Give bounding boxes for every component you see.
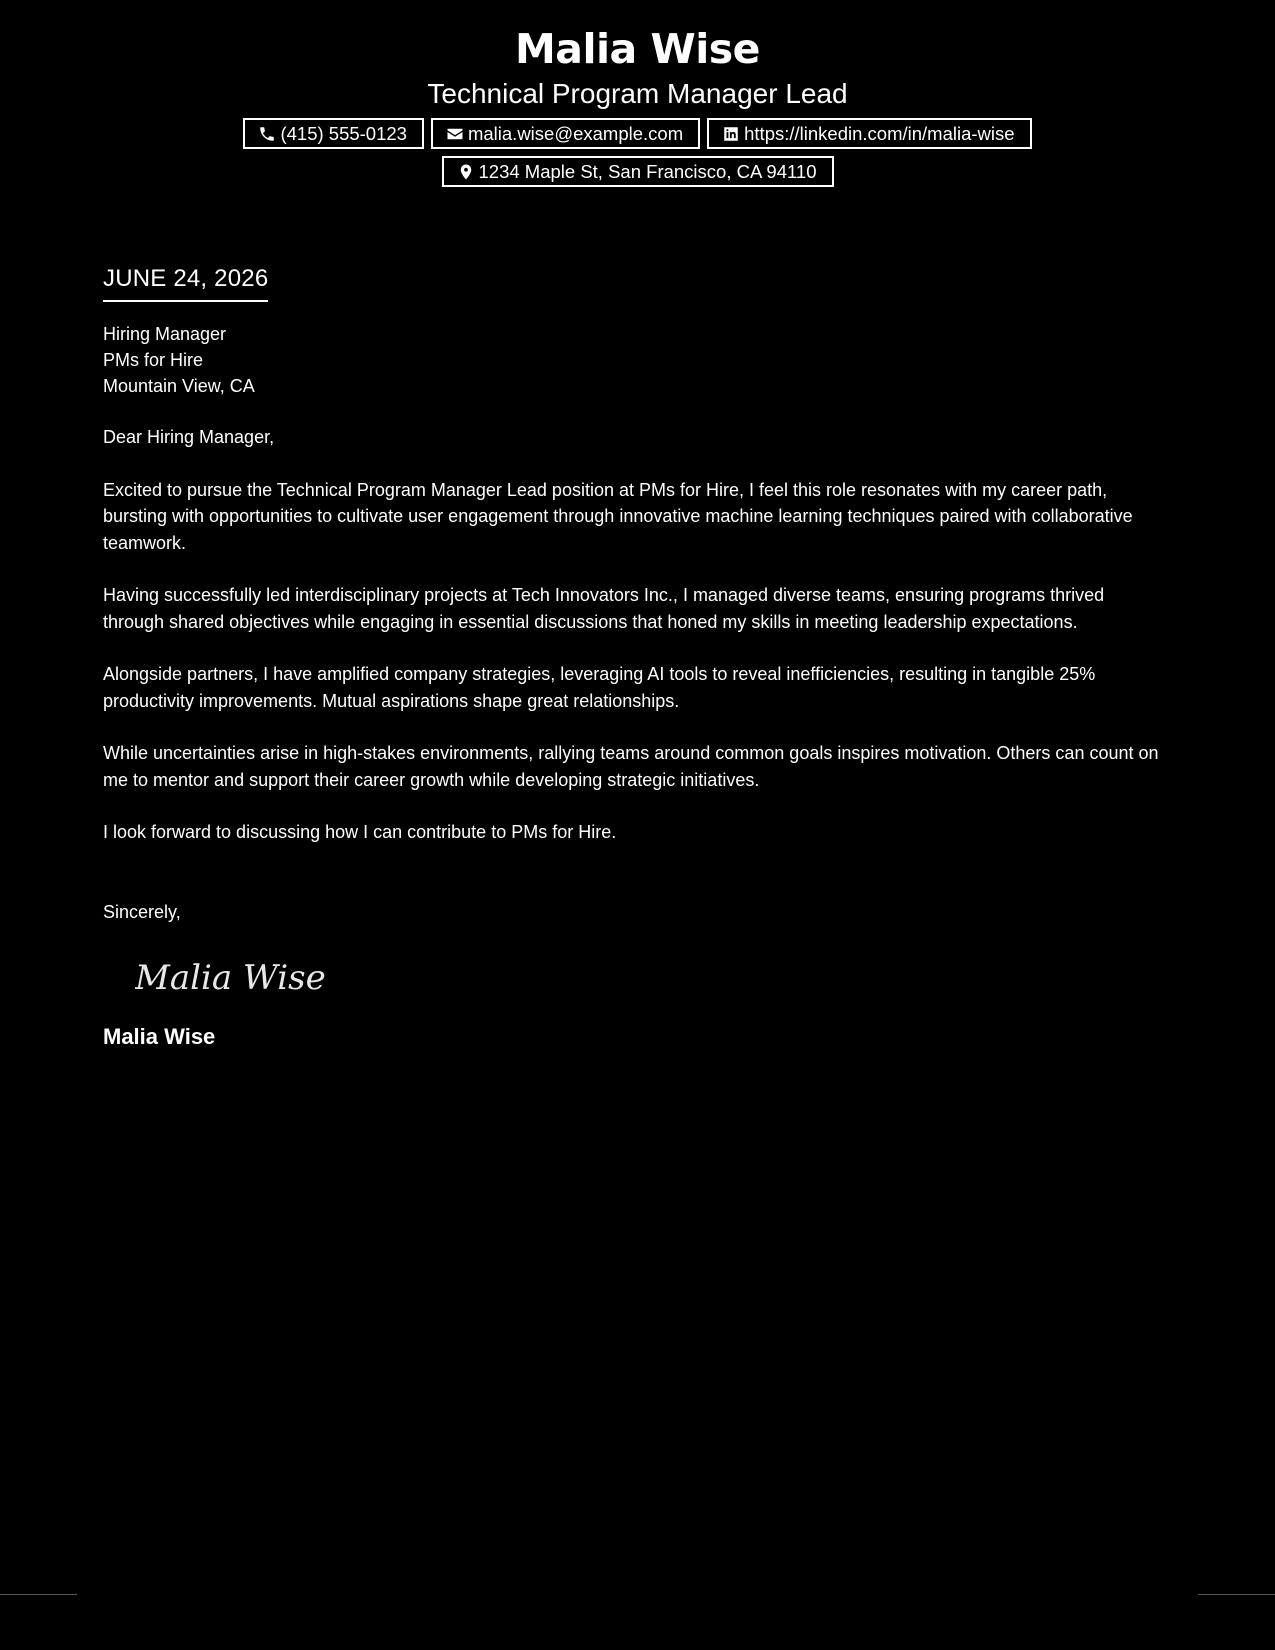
letter-date: JUNE 24, 2026 (103, 264, 268, 302)
signature-text: Malia Wise (135, 958, 326, 998)
body-paragraph: Excited to pursue the Technical Program Manager Lead position at PMs for Hire, I feel this role resonates with my career path, bursting with opportunities to cultivate user engagement through innovative machine learning techniques paired with collaborative teamwork. (103, 479, 1133, 553)
recipient-line: Hiring Manager (103, 324, 227, 344)
body-paragraph: I look forward to discussing how I can contribute to PMs for Hire. (103, 822, 617, 842)
letter-body (103, 264, 1163, 1051)
body-paragraph: Alongside partners, I have amplified company strategies, leveraging AI tools to reveal inefficiencies, resulting in tangible 25% productivity improvements. Mutual aspirations shape great relationships. (103, 664, 1096, 711)
contact-linkedin[interactable] (707, 118, 1031, 149)
signer-name: Malia Wise (103, 1024, 216, 1049)
body-paragraph: While uncertainties arise in high-stakes environments, rallying teams around common goals inspires motivation. Others can count on me to mentor and support their career growth while developing strategic initiatives. (103, 743, 1159, 790)
footer-rule-right (1198, 1594, 1275, 1595)
letter-header (0, 20, 1275, 194)
contact-address[interactable] (442, 156, 834, 187)
contact-email[interactable] (431, 118, 700, 149)
recipient-location: Mountain View, CA (103, 376, 255, 396)
envelope-icon (445, 124, 465, 144)
address-text: 1234 Maple St, San Francisco, CA 94110 (478, 160, 817, 182)
applicant-title: Technical Program Manager Lead (427, 78, 848, 109)
contact-phone[interactable] (243, 118, 424, 149)
contact-row-primary (0, 118, 1275, 149)
phone-icon (257, 124, 277, 144)
signature-image (135, 949, 1163, 1009)
applicant-name: Malia Wise (514, 25, 760, 73)
footer-rule-left (0, 1594, 77, 1595)
recipient-block (103, 321, 1163, 399)
email-text: malia.wise@example.com (467, 122, 684, 144)
closing: Sincerely, (103, 901, 181, 922)
body-paragraph: Having successfully led interdisciplinary projects at Tech Innovators Inc., I managed diverse teams, ensuring programs thrived through shared objectives while engaging in essential discussions that honed my skills in meeting leadership expectations. (103, 585, 1105, 632)
linkedin-icon (721, 124, 741, 144)
map-marker-icon (456, 162, 476, 182)
recipient-company: PMs for Hire (103, 350, 204, 370)
salutation: Dear Hiring Manager, (103, 427, 275, 447)
contact-row-secondary (0, 156, 1275, 187)
linkedin-text: https://linkedin.com/in/malia-wise (744, 122, 1015, 144)
phone-text: (415) 555-0123 (280, 122, 407, 144)
